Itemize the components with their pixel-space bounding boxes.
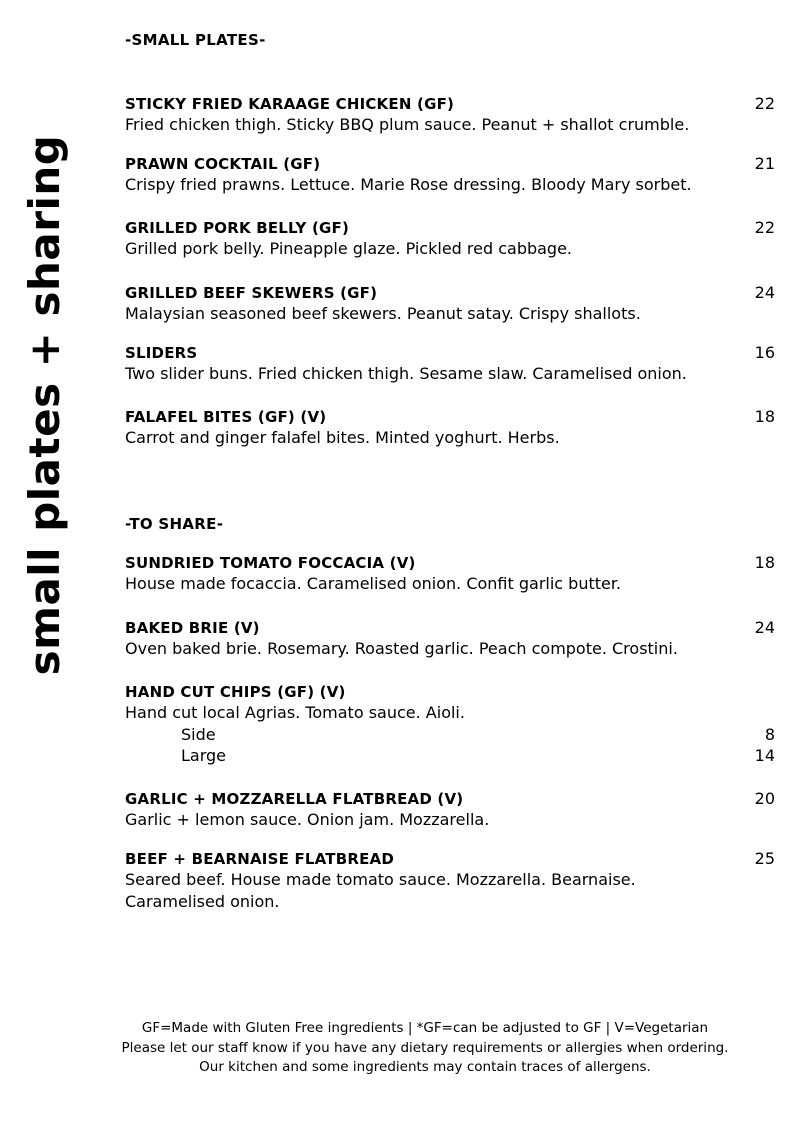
item-option-large xyxy=(125,745,775,766)
item-description: Carrot and ginger falafel bites. Minted yoghurt. Herbs. xyxy=(125,428,560,447)
item-price: 22 xyxy=(754,94,775,113)
item-description: Oven baked brie. Rosemary. Roasted garlic. Peach compote. Crostini. xyxy=(125,639,678,658)
item-description: Crispy fried prawns. Lettuce. Marie Rose dressing. Bloody Mary sorbet. xyxy=(125,175,692,194)
menu-item-karaage-chicken xyxy=(125,94,775,136)
item-price: 24 xyxy=(754,283,775,302)
item-description: Seared beef. House made tomato sauce. Mozzarella. Bearnaise. Caramelised onion. xyxy=(125,870,636,911)
item-price: 18 xyxy=(754,407,775,426)
item-option-side xyxy=(125,724,775,745)
item-description: Grilled pork belly. Pineapple glaze. Pickled red cabbage. xyxy=(125,239,573,258)
item-name: SUNDRIED TOMATO FOCCACIA (V) xyxy=(125,554,416,572)
option-label: Large xyxy=(181,746,227,765)
item-name: GRILLED PORK BELLY (GF) xyxy=(125,219,350,237)
item-price: 18 xyxy=(754,553,775,572)
menu-item-prawn-cocktail xyxy=(125,154,775,196)
item-price: 22 xyxy=(754,218,775,237)
item-price: 24 xyxy=(754,618,775,637)
item-price: 25 xyxy=(754,849,775,868)
option-price: 8 xyxy=(764,725,775,744)
menu-item-garlic-flatbread xyxy=(125,789,775,831)
item-description: Hand cut local Agrias. Tomato sauce. Aioli. xyxy=(125,703,465,722)
option-price: 14 xyxy=(754,746,775,765)
menu-item-beef-skewers xyxy=(125,283,775,325)
item-description: Fried chicken thigh. Sticky BBQ plum sauce. Peanut + shallot crumble. xyxy=(125,115,690,134)
item-name: HAND CUT CHIPS (GF) (V) xyxy=(125,683,346,701)
item-name: BEEF + BEARNAISE FLATBREAD xyxy=(125,850,395,868)
allergen-footer xyxy=(80,1019,770,1078)
item-price: 16 xyxy=(754,343,775,362)
item-name: SLIDERS xyxy=(125,344,198,362)
item-name: GRILLED BEEF SKEWERS (GF) xyxy=(125,284,378,302)
menu-item-sliders xyxy=(125,343,775,385)
option-label: Side xyxy=(181,725,216,744)
menu-item-falafel-bites xyxy=(125,407,775,449)
item-name: GARLIC + MOZZARELLA FLATBREAD (V) xyxy=(125,790,464,808)
item-name: BAKED BRIE (V) xyxy=(125,619,260,637)
item-price: 20 xyxy=(754,789,775,808)
footer-line-legend: GF=Made with Gluten Free ingredients | *GF=can be adjusted to GF | V=Vegetarian xyxy=(141,1020,709,1036)
menu-item-baked-brie xyxy=(125,618,775,660)
item-description: Two slider buns. Fried chicken thigh. Sesame slaw. Caramelised onion. xyxy=(125,364,687,383)
item-description: Garlic + lemon sauce. Onion jam. Mozzarella. xyxy=(125,810,490,829)
item-name: STICKY FRIED KARAAGE CHICKEN (GF) xyxy=(125,95,455,113)
menu-item-hand-cut-chips xyxy=(125,682,775,766)
menu-item-beef-flatbread xyxy=(125,849,775,913)
menu-side-title: small plates + sharing xyxy=(20,134,69,676)
menu-item-foccacia xyxy=(125,553,775,595)
footer-line-dietary: Please let our staff know if you have any dietary requirements or allergies when ordering. xyxy=(121,1039,729,1056)
item-description: Malaysian seasoned beef skewers. Peanut satay. Crispy shallots. xyxy=(125,304,641,323)
section-heading-to-share: -TO SHARE- xyxy=(125,515,224,533)
menu-item-pork-belly xyxy=(125,218,775,260)
item-price: 21 xyxy=(754,154,775,173)
section-heading-small-plates: -SMALL PLATES- xyxy=(125,31,266,49)
item-name: PRAWN COCKTAIL (GF) xyxy=(125,155,321,173)
item-description: House made focaccia. Caramelised onion. Confit garlic butter. xyxy=(125,574,622,593)
item-name: FALAFEL BITES (GF) (V) xyxy=(125,408,327,426)
footer-line-allergens: Our kitchen and some ingredients may contain traces of allergens. xyxy=(199,1059,651,1075)
